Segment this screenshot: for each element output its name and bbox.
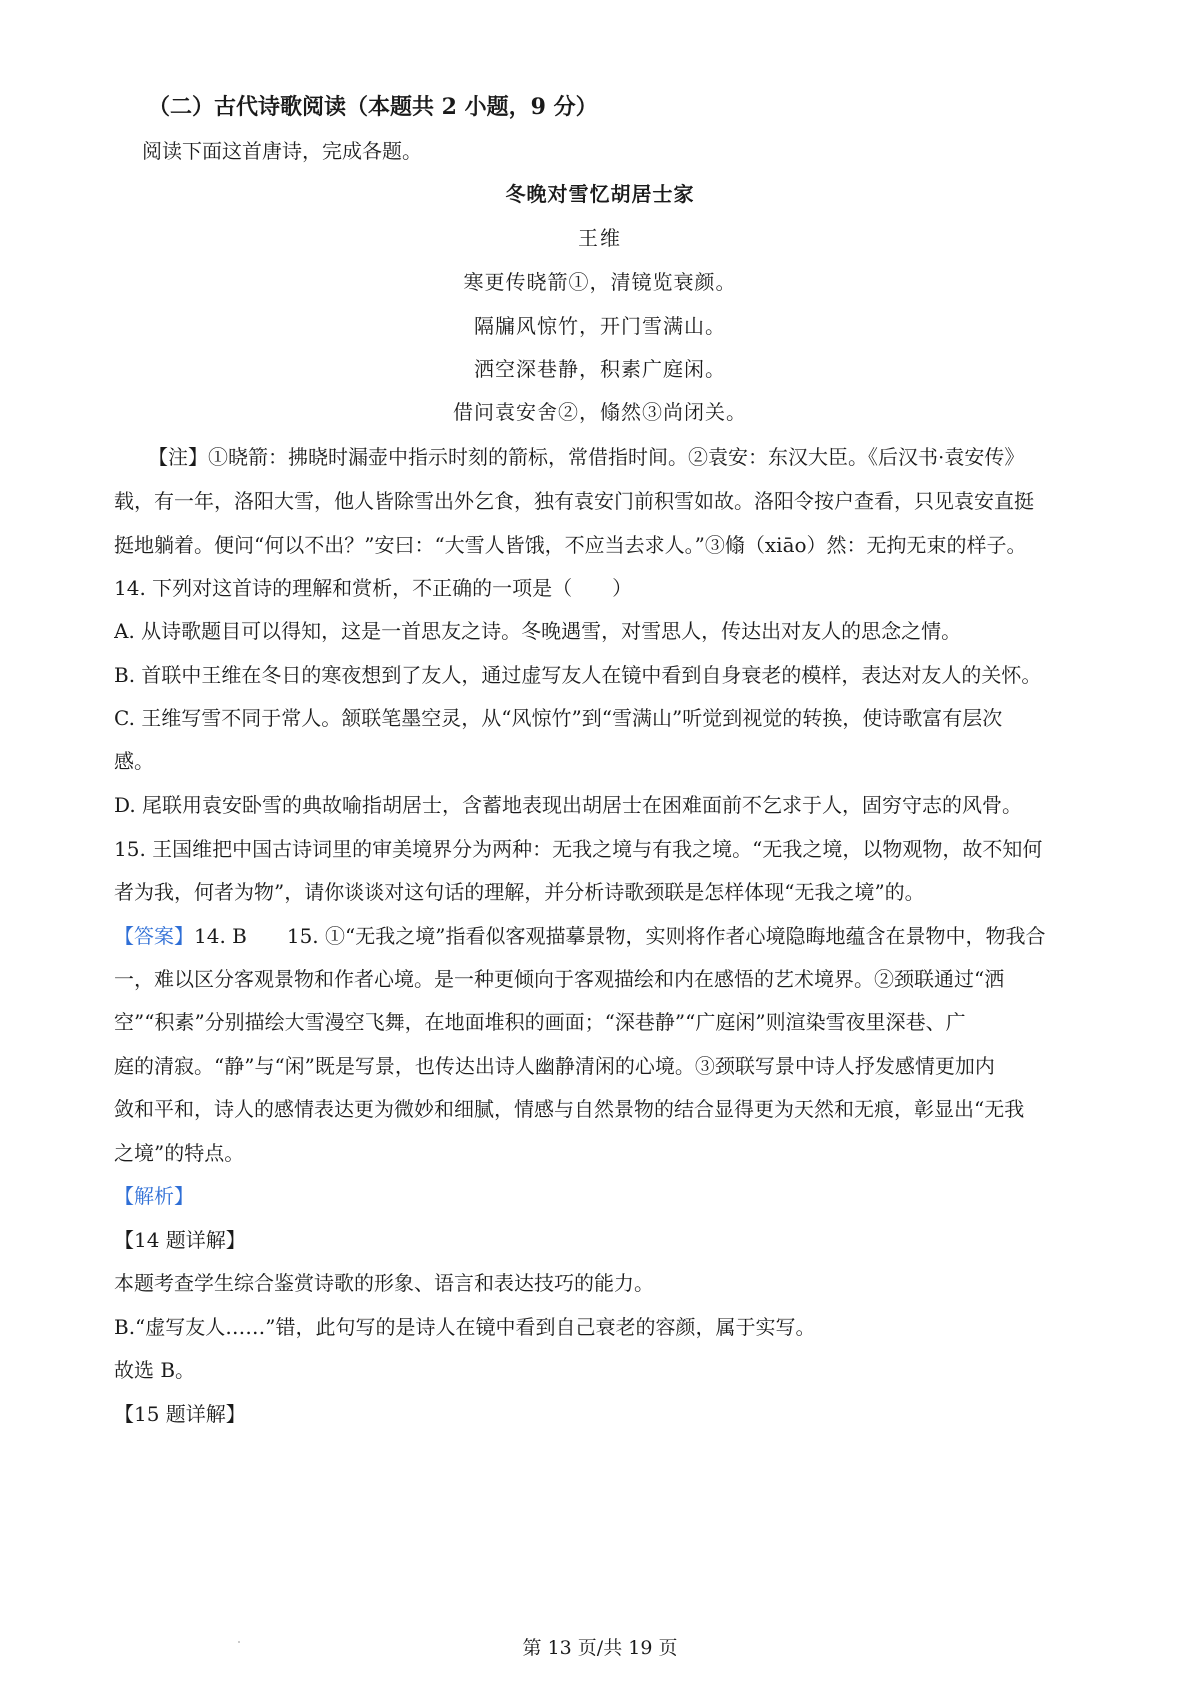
poem-line: 寒更传晓箭①，清镜览衰颜。	[463, 270, 737, 294]
answer-line: 空”“积素”分别描绘大雪漫空飞舞，在地面堆积的画面；“深巷静”“广庭闲”则渲染雪夜里深巷、广	[114, 1010, 966, 1034]
poem-line: 借问袁安舍②，翛然③尚闭关。	[453, 400, 747, 424]
answer-line: 敛和平和，诗人的感情表达更为微妙和细腻，情感与自然景物的结合显得更为天然和无痕，彰显出“无我	[114, 1097, 1025, 1121]
analysis-line: 本题考查学生综合鉴赏诗歌的形象、语言和表达技巧的能力。	[114, 1271, 654, 1295]
q15-detail-heading: 【15 题详解】	[114, 1402, 246, 1426]
option-a: A. 从诗歌题目可以得知，这是一首思友之诗。冬晚遇雪，对雪思人，传达出对友人的思念之情。	[114, 619, 962, 643]
poem-line: 隔牖风惊竹，开门雪满山。	[474, 314, 726, 338]
poem-line: 洒空深巷静，积素广庭闲。	[474, 357, 726, 381]
page-number-footer: 第 13 页/共 19 页	[522, 1637, 678, 1659]
answer-line: 之境”的特点。	[114, 1141, 245, 1165]
poem-author: 王维	[578, 226, 622, 250]
analysis-label: 【解析】	[114, 1184, 194, 1208]
option-c: C. 王维写雪不同于常人。颔联笔墨空灵，从“风惊竹”到“雪满山”听觉到视觉的转换，使诗歌富有层次	[114, 706, 1003, 730]
section-heading: （二）古代诗歌阅读（本题共 2 小题，9 分）	[148, 94, 598, 120]
answer-line	[114, 922, 1104, 950]
q14-detail-heading: 【14 题详解】	[114, 1228, 246, 1252]
answer-text: 14. B 15. ①“无我之境”指看似客观描摹景物，实则将作者心境隐晦地蕴含在景物中，物我合	[194, 924, 1046, 948]
option-d: D. 尾联用袁安卧雪的典故喻指胡居士，含蓄地表现出胡居士在困难面前不乞求于人，固穷守志的风骨。	[114, 793, 1023, 817]
note-line: 挺地躺着。便问“何以不出？”安曰：“大雪人皆饿，不应当去求人。”③翛（xiāo）然：无拘无束的样子。	[114, 533, 1027, 557]
note-line: 【注】①晓箭：拂晓时漏壶中指示时刻的箭标，常借指时间。②袁安：东汉大臣。《后汉书·袁安传》	[148, 445, 1025, 469]
instruction-text: 阅读下面这首唐诗，完成各题。	[142, 139, 422, 163]
poem-title: 冬晚对雪忆胡居士家	[505, 182, 695, 206]
option-c-continued: 感。	[114, 749, 154, 773]
question-14-stem: 14. 下列对这首诗的理解和赏析，不正确的一项是（ ）	[114, 576, 633, 600]
question-15-stem-continued: 者为我，何者为物”，请你谈谈对这句话的理解，并分析诗歌颈联是怎样体现“无我之境”的。	[114, 880, 925, 904]
analysis-line: B.“虚写友人……”错，此句写的是诗人在镜中看到自己衰老的容颜，属于实写。	[114, 1315, 816, 1339]
note-line: 载，有一年，洛阳大雪，他人皆除雪出外乞食，独有袁安门前积雪如故。洛阳令按户查看，只见袁安直挺	[114, 489, 1034, 513]
analysis-line: 故选 B。	[114, 1358, 196, 1382]
answer-line: 庭的清寂。“静”与“闲”既是写景，也传达出诗人幽静清闲的心境。③颈联写景中诗人抒发感情更加内	[114, 1054, 995, 1078]
question-15-stem: 15. 王国维把中国古诗词里的审美境界分为两种：无我之境与有我之境。“无我之境，以物观物，故不知何	[114, 837, 1043, 861]
option-b: B. 首联中王维在冬日的寒夜想到了友人，通过虚写友人在镜中看到自身衰老的模样，表达对友人的关怀。	[114, 663, 1042, 687]
answer-label: 【答案】	[114, 924, 194, 948]
answer-line: 一，难以区分客观景物和作者心境。是一种更倾向于客观描绘和内在感悟的艺术境界。②颈联通过“洒	[114, 967, 1005, 991]
